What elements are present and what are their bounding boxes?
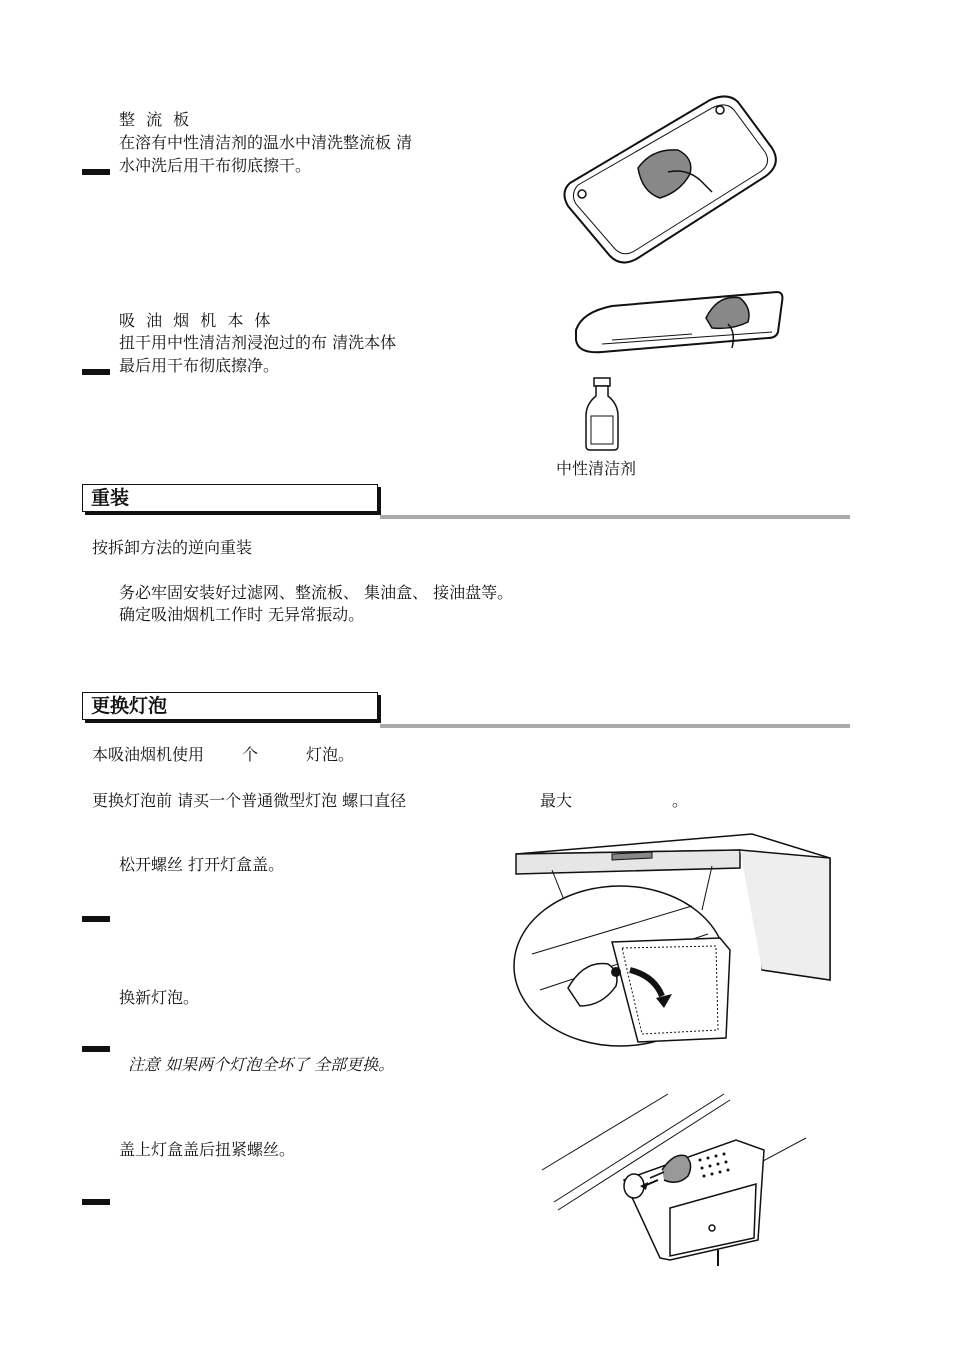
baffle-text-line2: 水冲洗后用干布彻底擦干。: [119, 156, 312, 175]
reinstall-title: 重装: [91, 487, 130, 509]
bulb-buy-part2: 最大: [540, 791, 573, 810]
bulb-intro-part2: 个: [242, 745, 259, 764]
reinstall-intro: 按拆卸方法的逆向重装: [92, 538, 253, 557]
body-heading: 吸 油 烟 机 本 体: [119, 311, 274, 330]
reinstall-line1: 务必牢固安装好过滤网、整流板、 集油盒、 接油盘等。: [119, 583, 514, 602]
marker-bar: [82, 1046, 110, 1052]
bulb-intro-part1: 本吸油烟机使用: [92, 745, 205, 764]
bulb-step1: 松开螺丝 打开灯盒盖。: [119, 855, 285, 874]
section-divider: [380, 515, 850, 519]
reinstall-section-header: [82, 484, 378, 512]
marker-bar: [82, 369, 110, 375]
reinstall-line2: 确定吸油烟机工作时 无异常振动。: [119, 605, 365, 624]
body-text-line2: 最后用干布彻底擦净。: [119, 356, 280, 375]
bulb-buy-part3: 。: [672, 791, 689, 810]
bulb-buy-part1: 更换灯泡前 请买一个普通微型灯泡 螺口直径: [92, 791, 407, 810]
baffle-heading: 整 流 板: [119, 110, 193, 129]
section-divider: [380, 724, 850, 728]
marker-bar: [82, 916, 110, 922]
bulb-step2: 换新灯泡。: [119, 988, 200, 1007]
baffle-text-line1: 在溶有中性清洁剂的温水中清洗整流板 清: [119, 133, 413, 152]
marker-bar: [82, 1199, 110, 1205]
lamp-cover-illustration: [512, 830, 834, 1050]
hood-illustration: [572, 288, 787, 358]
bulb-title: 更换灯泡: [91, 695, 168, 717]
marker-bar: [82, 169, 110, 175]
detergent-label: 中性清洁剂: [556, 459, 637, 478]
detergent-bottle-icon: [582, 376, 622, 452]
bulb-note: 注意 如果两个灯泡全坏了 全部更换。: [128, 1055, 395, 1074]
bulb-intro-part3: 灯泡。: [306, 745, 355, 764]
baffle-illustration: [560, 88, 785, 268]
bulb-step3: 盖上灯盒盖后扭紧螺丝。: [119, 1140, 296, 1159]
bulb-replace-illustration: [540, 1090, 810, 1268]
bulb-section-header: [82, 692, 378, 720]
body-text-line1: 扭干用中性清洁剂浸泡过的布 清洗本体: [119, 333, 397, 352]
